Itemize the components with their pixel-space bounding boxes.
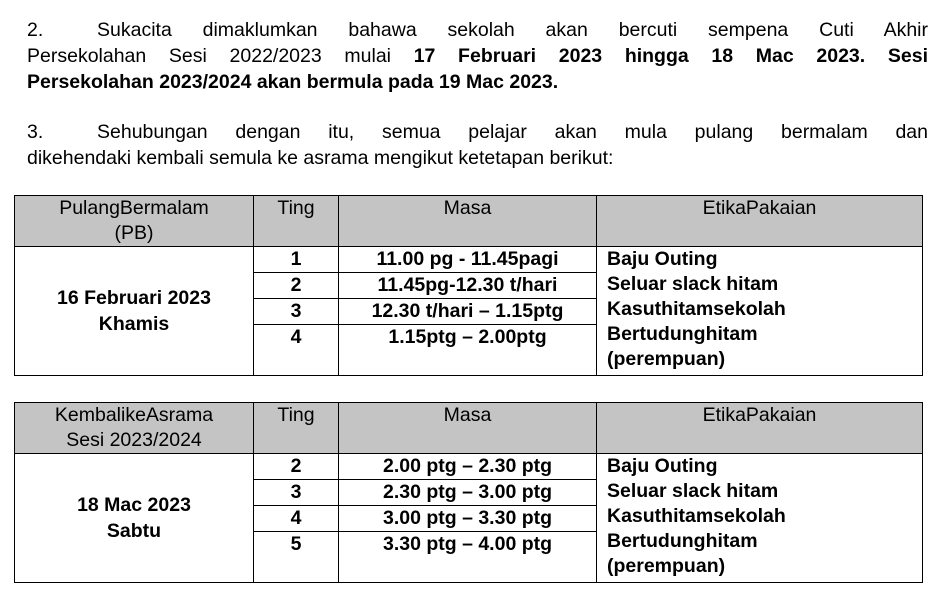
masa-cell: 1.15ptg – 2.00ptg xyxy=(339,325,597,376)
header-cell xyxy=(15,403,254,454)
header-text: KembalikeAsrama xyxy=(54,404,214,426)
paragraph-number: 2. xyxy=(27,19,44,41)
ting-cell: 4 xyxy=(254,506,339,532)
header-cell: EtikaPakaian xyxy=(597,403,923,454)
schedule-table-kembali-asrama xyxy=(14,402,923,583)
header-cell: Masa xyxy=(339,196,597,247)
masa-cell: 12.30 t/hari – 1.15ptg xyxy=(339,299,597,325)
header-text: Sesi 2023/2024 xyxy=(66,429,202,451)
etika-item: Baju Outing xyxy=(607,248,718,270)
date-cell xyxy=(15,247,254,376)
paragraph-2-line-1 xyxy=(27,17,928,43)
paragraph-text: Sehubungan dengan itu, semua pelajar akan mula pulang bermalam dan xyxy=(97,121,928,143)
masa-cell: 11.45pg-12.30 t/hari xyxy=(339,273,597,299)
etika-cell xyxy=(597,454,923,583)
masa-cell: 2.00 ptg – 2.30 ptg xyxy=(339,454,597,480)
header-text: PulangBermalam xyxy=(59,197,209,219)
schedule-table-pulang-bermalam xyxy=(14,195,923,376)
ting-cell: 2 xyxy=(254,454,339,480)
paragraph-number: 3. xyxy=(27,121,44,143)
header-cell: Ting xyxy=(254,403,339,454)
date-text: 16 Februari 2023 xyxy=(57,287,211,309)
table-row xyxy=(15,454,923,480)
etika-item: (perempuan) xyxy=(607,348,726,370)
etika-item: Kasuthitamsekolah xyxy=(607,298,786,320)
masa-cell: 2.30 ptg – 3.00 ptg xyxy=(339,480,597,506)
masa-cell: 3.30 ptg – 4.00 ptg xyxy=(339,532,597,583)
paragraph-3-line-2: dikehendaki kembali semula ke asrama mengikut ketetapan berikut: xyxy=(27,147,614,169)
day-text: Khamis xyxy=(98,313,170,335)
header-cell: Ting xyxy=(254,196,339,247)
etika-item: Seluar slack hitam xyxy=(607,480,779,502)
date-cell xyxy=(15,454,254,583)
paragraph-2 xyxy=(27,17,928,95)
paragraph-2-line-2 xyxy=(27,43,928,69)
table-header-row xyxy=(15,196,923,247)
paragraph-3 xyxy=(27,119,928,171)
etika-item: (perempuan) xyxy=(607,555,726,577)
ting-cell: 3 xyxy=(254,299,339,325)
paragraph-3-line-1 xyxy=(27,119,928,145)
header-cell: EtikaPakaian xyxy=(597,196,923,247)
paragraph-text: Persekolahan Sesi 2022/2023 mulai xyxy=(27,45,414,67)
masa-cell: 11.00 pg - 11.45pagi xyxy=(339,247,597,273)
date-text: 18 Mac 2023 xyxy=(77,494,191,516)
etika-item: Baju Outing xyxy=(607,455,718,477)
header-text: (PB) xyxy=(114,222,154,244)
paragraph-2-line-3 xyxy=(27,69,928,95)
etika-cell xyxy=(597,247,923,376)
ting-cell: 1 xyxy=(254,247,339,273)
day-text: Sabtu xyxy=(106,520,162,542)
etika-item: Kasuthitamsekolah xyxy=(607,505,786,527)
header-cell: Masa xyxy=(339,403,597,454)
ting-cell: 4 xyxy=(254,325,339,376)
ting-cell: 3 xyxy=(254,480,339,506)
etika-item: Bertudunghitam xyxy=(607,323,758,345)
table-row xyxy=(15,247,923,273)
table-header-row xyxy=(15,403,923,454)
etika-item: Bertudunghitam xyxy=(607,530,758,552)
header-cell xyxy=(15,196,254,247)
paragraph-bold-text: 17 Februari 2023 hingga 18 Mac 2023. Sesi xyxy=(413,45,928,67)
masa-cell: 3.00 ptg – 3.30 ptg xyxy=(339,506,597,532)
ting-cell: 5 xyxy=(254,532,339,583)
etika-item: Seluar slack hitam xyxy=(607,273,779,295)
paragraph-text: Sukacita dimaklumkan bahawa sekolah akan bercuti sempena Cuti Akhir xyxy=(97,19,928,41)
ting-cell: 2 xyxy=(254,273,339,299)
paragraph-bold-text: Persekolahan 2023/2024 akan bermula pada 19 Mac 2023. xyxy=(27,71,559,93)
